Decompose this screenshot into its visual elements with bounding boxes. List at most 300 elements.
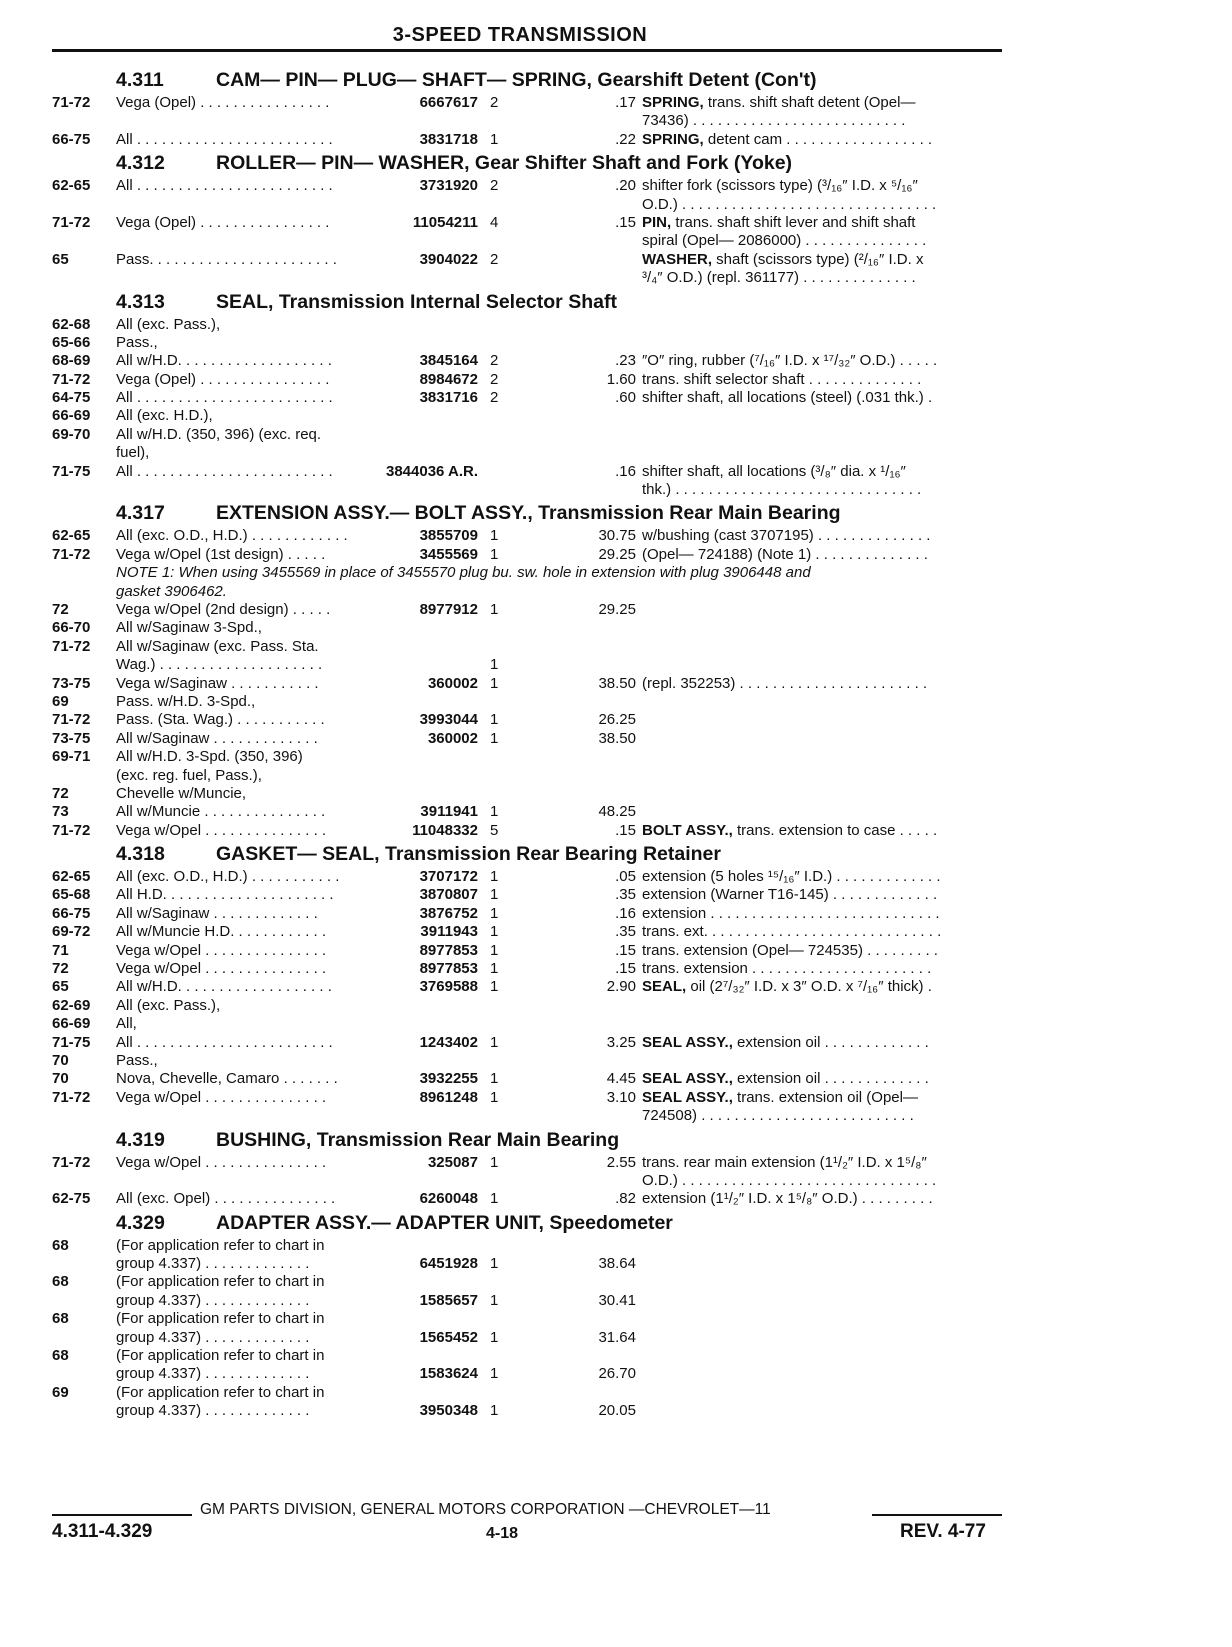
price-cell: 26.70	[598, 1365, 636, 1383]
table-row	[52, 601, 1012, 619]
year-cell: 65	[52, 250, 69, 268]
year-cell: 73-75	[52, 729, 91, 747]
price-cell: .20	[615, 177, 636, 195]
table-row	[52, 481, 1012, 499]
table-row	[52, 1237, 1012, 1255]
description-text: trans. rear main extension (1¹/₂″ I.D. x 1⁵/₈″	[642, 1153, 927, 1171]
part-number-cell: 360002	[427, 729, 478, 747]
group-title: SEAL, Transmission Internal Selector Shaft	[216, 290, 617, 313]
description-cell	[642, 214, 1012, 232]
part-number-cell: 3831716	[419, 389, 478, 407]
year-cell: 71-72	[52, 94, 91, 111]
table-row	[52, 352, 1012, 370]
description-cell	[642, 269, 1012, 287]
application-cell: All w/Saginaw . . . . . . . . . . . . .	[116, 729, 318, 747]
table-row	[52, 463, 1012, 481]
table-row	[52, 269, 1012, 287]
description-text: spiral (Opel— 2086000) . . . . . . . . . . . . . . .	[642, 232, 927, 250]
application-cell: group 4.337) . . . . . . . . . . . . .	[116, 1255, 310, 1273]
year-cell: 68	[52, 1310, 69, 1328]
application-cell: fuel),	[116, 444, 150, 462]
group-title: CAM— PIN— PLUG— SHAFT— SPRING, Gearshift Detent (Con't)	[216, 69, 817, 91]
year-cell: 71-72	[52, 213, 91, 231]
description-cell	[642, 251, 1012, 269]
price-cell: .16	[615, 462, 636, 480]
quantity-cell: 5	[490, 821, 499, 839]
table-row	[52, 1402, 1012, 1420]
year-cell: 69	[52, 692, 69, 710]
year-cell: 69-72	[52, 923, 91, 941]
table-row	[52, 730, 1012, 748]
application-cell: Vega w/Opel . . . . . . . . . . . . . . .	[116, 821, 327, 839]
description-text: w/bushing (cast 3707195) . . . . . . . . . . . . . .	[642, 527, 931, 545]
description-text: (repl. 352253) . . . . . . . . . . . . . . . . . . . . . . .	[642, 674, 928, 692]
application-cell: All . . . . . . . . . . . . . . . . . . . . . . . .	[116, 177, 333, 195]
application-cell: Vega (Opel) . . . . . . . . . . . . . . . .	[116, 370, 330, 388]
table-row	[52, 251, 1012, 269]
year-cell: 62-69	[52, 996, 91, 1014]
application-cell: Vega w/Opel . . . . . . . . . . . . . . .	[116, 1088, 327, 1106]
table-row	[52, 232, 1012, 250]
price-cell: 20.05	[598, 1402, 636, 1420]
application-cell: All (exc. O.D., H.D.) . . . . . . . . . . .	[116, 868, 340, 886]
group-heading	[52, 66, 1012, 94]
application-cell: All w/Saginaw (exc. Pass. Sta.	[116, 637, 319, 655]
quantity-cell: 1	[490, 1402, 499, 1420]
description-text: shifter shaft, all locations (steel) (.031 thk.) .	[642, 389, 933, 407]
application-cell: (For application refer to chart in	[116, 1383, 325, 1401]
application-cell: Vega w/Opel . . . . . . . . . . . . . . .	[116, 1153, 327, 1171]
year-cell: 65	[52, 978, 69, 996]
table-row	[52, 1034, 1012, 1052]
description-bold: SEAL ASSY.,	[642, 1088, 733, 1106]
table-row	[52, 942, 1012, 960]
quantity-cell: 2	[490, 389, 499, 407]
table-row	[52, 1292, 1012, 1310]
table-row	[52, 1384, 1012, 1402]
table-row	[52, 1329, 1012, 1347]
application-cell: (For application refer to chart in	[116, 1347, 325, 1365]
note-row	[52, 583, 1012, 601]
quantity-cell: 1	[490, 886, 499, 904]
table-row	[52, 407, 1012, 425]
quantity-cell: 2	[490, 177, 499, 195]
description-text: shaft (scissors type) (²/₁₆″ I.D. x	[712, 250, 924, 268]
description-text: ″O″ ring, rubber (⁷/₁₆″ I.D. x ¹⁷/₃₂″ O.D.) . . . . .	[642, 352, 938, 370]
year-cell: 66-75	[52, 904, 91, 922]
table-row	[52, 748, 1012, 766]
description-cell	[642, 546, 1012, 564]
part-number-cell: 3455569	[419, 545, 478, 563]
quantity-cell: 1	[490, 1153, 499, 1171]
application-cell: All . . . . . . . . . . . . . . . . . . . . . . . .	[116, 1033, 333, 1051]
application-cell: All w/H.D. 3-Spd. (350, 396)	[116, 748, 303, 766]
description-text: ³/₄″ O.D.) (repl. 361177) . . . . . . . . . . . . . .	[642, 269, 916, 287]
year-cell: 71-72	[52, 1153, 91, 1171]
table-row	[52, 785, 1012, 803]
table-row	[52, 1070, 1012, 1088]
price-cell: 38.50	[598, 674, 636, 692]
description-cell	[642, 527, 1012, 545]
application-cell: All . . . . . . . . . . . . . . . . . . . . . . . .	[116, 389, 333, 407]
year-cell: 66-70	[52, 619, 91, 637]
description-text: trans. extension . . . . . . . . . . . . . . . . . . . . . .	[642, 960, 932, 978]
application-cell: All (exc. Pass.),	[116, 996, 221, 1014]
description-text: extension (Warner T16-145) . . . . . . . . . . . . .	[642, 886, 938, 904]
part-number-cell: 8977853	[419, 960, 478, 978]
note-row	[52, 564, 1012, 582]
part-number-cell: 3845164	[419, 352, 478, 370]
part-number-cell: 11048332	[412, 821, 478, 839]
application-cell: Chevelle w/Muncie,	[116, 784, 247, 802]
year-cell: 71	[52, 941, 69, 959]
table-row	[52, 444, 1012, 462]
application-cell: Wag.) . . . . . . . . . . . . . . . . . . . .	[116, 656, 323, 674]
price-cell: .23	[615, 352, 636, 370]
group-number: 4.318	[116, 843, 165, 866]
description-cell	[642, 112, 1012, 130]
quantity-cell: 1	[490, 545, 499, 563]
table-row	[52, 1190, 1012, 1208]
part-number-cell: 3855709	[419, 527, 478, 545]
part-number-cell: 3904022	[419, 250, 478, 268]
year-cell: 65-68	[52, 886, 91, 904]
description-cell	[642, 886, 1012, 904]
part-number-cell: 3769588	[419, 978, 478, 996]
quantity-cell: 1	[490, 130, 499, 148]
description-text: trans. extension oil (Opel—	[732, 1088, 918, 1106]
price-cell: .15	[615, 821, 636, 839]
table-row	[52, 675, 1012, 693]
table-row	[52, 214, 1012, 232]
description-cell	[642, 232, 1012, 250]
application-cell: (For application refer to chart in	[116, 1236, 325, 1254]
price-cell: 1.60	[606, 370, 636, 388]
table-row	[52, 868, 1012, 886]
description-text: trans. ext. . . . . . . . . . . . . . . . . . . . . . . . . . . . .	[642, 923, 942, 941]
part-number-cell: 1243402	[419, 1033, 478, 1051]
year-cell: 70	[52, 1070, 69, 1088]
price-cell: 29.25	[598, 545, 636, 563]
description-cell	[642, 1089, 1012, 1107]
application-cell: (exc. reg. fuel, Pass.),	[116, 766, 262, 784]
table-row	[52, 905, 1012, 923]
table-row	[52, 1089, 1012, 1107]
description-text: O.D.) . . . . . . . . . . . . . . . . . . . . . . . . . . . . . . .	[642, 1171, 937, 1189]
description-cell	[642, 131, 1012, 149]
description-text: extension oil . . . . . . . . . . . . .	[732, 1033, 929, 1051]
application-cell: group 4.337) . . . . . . . . . . . . .	[116, 1402, 310, 1420]
year-cell: 71-72	[52, 821, 91, 839]
year-cell: 68	[52, 1347, 69, 1365]
table-row	[52, 619, 1012, 637]
description-cell	[642, 868, 1012, 886]
description-text: extension oil . . . . . . . . . . . . .	[732, 1070, 929, 1088]
footer-rule-left	[52, 1514, 192, 1516]
price-cell: 29.25	[598, 600, 636, 618]
footer-group-range: 4.311-4.329	[52, 1521, 153, 1542]
description-text: extension (5 holes ¹⁵/₁₆″ I.D.) . . . . . . . . . . . . .	[642, 868, 941, 886]
year-cell: 71-72	[52, 711, 91, 729]
table-row	[52, 997, 1012, 1015]
part-number-cell: 3870807	[419, 886, 478, 904]
application-cell: All (exc. O.D., H.D.) . . . . . . . . . . . .	[116, 527, 348, 545]
table-row	[52, 371, 1012, 389]
year-cell: 68	[52, 1273, 69, 1291]
table-row	[52, 1347, 1012, 1365]
quantity-cell: 1	[490, 656, 499, 674]
description-bold: SPRING,	[642, 130, 704, 148]
table-row	[52, 316, 1012, 334]
quantity-cell: 2	[490, 370, 499, 388]
parts-listing	[52, 66, 1012, 1421]
description-cell	[642, 1070, 1012, 1088]
description-cell	[642, 1172, 1012, 1190]
year-cell: 72	[52, 600, 69, 618]
description-cell	[642, 1107, 1012, 1125]
price-cell: 31.64	[598, 1328, 636, 1346]
quantity-cell: 1	[490, 1255, 499, 1273]
description-text: trans. shift shaft detent (Opel—	[703, 94, 916, 111]
price-cell: .15	[615, 213, 636, 231]
quantity-cell: 1	[490, 803, 499, 821]
application-cell: Pass.,	[116, 333, 158, 351]
year-cell: 69	[52, 1383, 69, 1401]
application-cell: group 4.337) . . . . . . . . . . . . .	[116, 1328, 310, 1346]
application-cell: Pass. . . . . . . . . . . . . . . . . . . . . . .	[116, 250, 337, 268]
quantity-cell: 1	[490, 904, 499, 922]
description-cell	[642, 1190, 1012, 1208]
part-number-cell: 1565452	[419, 1328, 478, 1346]
table-row	[52, 1154, 1012, 1172]
table-row	[52, 546, 1012, 564]
group-title: BUSHING, Transmission Rear Main Bearing	[216, 1128, 620, 1151]
table-row	[52, 693, 1012, 711]
description-cell	[642, 352, 1012, 370]
quantity-cell: 1	[490, 941, 499, 959]
application-cell: All w/Muncie H.D. . . . . . . . . . . .	[116, 923, 327, 941]
description-cell	[642, 177, 1012, 195]
part-number-cell: 3831718	[419, 130, 478, 148]
application-cell: Vega w/Opel . . . . . . . . . . . . . . .	[116, 941, 327, 959]
part-number-cell: 8984672	[419, 370, 478, 388]
application-cell: All w/H.D. (350, 396) (exc. req.	[116, 425, 322, 443]
description-text: trans. shaft shift lever and shift shaft	[671, 213, 916, 231]
group-number: 4.317	[116, 502, 165, 525]
price-cell: 30.75	[598, 527, 636, 545]
description-text: 73436) . . . . . . . . . . . . . . . . . . . . . . . . . .	[642, 112, 906, 130]
price-cell: .16	[615, 904, 636, 922]
price-cell: 48.25	[598, 803, 636, 821]
description-cell	[642, 675, 1012, 693]
part-number-cell: 6451928	[419, 1255, 478, 1273]
group-heading	[52, 149, 1012, 177]
description-text: extension (1¹/₂″ I.D. x 1⁵/₈″ O.D.) . . . . . . . . .	[642, 1190, 933, 1208]
quantity-cell: 1	[490, 527, 499, 545]
part-number-cell: 1585657	[419, 1291, 478, 1309]
application-cell: (For application refer to chart in	[116, 1310, 325, 1328]
table-row	[52, 527, 1012, 545]
description-text: trans. extension to case . . . . .	[732, 821, 938, 839]
description-bold: WASHER,	[642, 250, 713, 268]
application-cell: All w/H.D. . . . . . . . . . . . . . . . . . .	[116, 352, 332, 370]
group-title: ROLLER— PIN— WASHER, Gear Shifter Shaft and Fork (Yoke)	[216, 152, 793, 175]
price-cell: .17	[615, 94, 636, 111]
year-cell: 73-75	[52, 674, 91, 692]
quantity-cell: 1	[490, 1070, 499, 1088]
part-number-cell: 3844036 A.R.	[386, 462, 479, 480]
description-cell	[642, 481, 1012, 499]
quantity-cell: 1	[490, 711, 499, 729]
quantity-cell: 4	[490, 213, 499, 231]
year-cell: 71-72	[52, 370, 91, 388]
quantity-cell: 1	[490, 978, 499, 996]
table-row	[52, 177, 1012, 195]
description-bold: SEAL,	[642, 978, 687, 996]
footer-revision: REV. 4-77	[900, 1521, 986, 1542]
year-cell: 69-70	[52, 425, 91, 443]
price-cell: .22	[615, 130, 636, 148]
application-cell: group 4.337) . . . . . . . . . . . . .	[116, 1365, 310, 1383]
price-cell: .82	[615, 1190, 636, 1208]
description-cell	[642, 942, 1012, 960]
part-number-cell: 3932255	[419, 1070, 478, 1088]
year-cell: 71-75	[52, 1033, 91, 1051]
price-cell: 2.55	[606, 1153, 636, 1171]
price-cell: 38.64	[598, 1255, 636, 1273]
description-cell	[642, 822, 1012, 840]
quantity-cell: 1	[490, 1088, 499, 1106]
application-cell: Vega w/Saginaw . . . . . . . . . . .	[116, 674, 319, 692]
year-cell: 66-69	[52, 407, 91, 425]
year-cell: 69-71	[52, 748, 91, 766]
price-cell: 2.90	[606, 978, 636, 996]
year-cell: 71-75	[52, 462, 91, 480]
application-cell: Vega w/Opel (2nd design) . . . . .	[116, 600, 331, 618]
application-cell: Nova, Chevelle, Camaro . . . . . . .	[116, 1070, 338, 1088]
table-row	[52, 923, 1012, 941]
description-text: shifter fork (scissors type) (³/₁₆″ I.D. x ⁵/₁₆″	[642, 177, 918, 195]
year-cell: 73	[52, 803, 69, 821]
description-bold: SEAL ASSY.,	[642, 1070, 733, 1088]
description-cell	[642, 1034, 1012, 1052]
application-cell: All H.D. . . . . . . . . . . . . . . . . . . . .	[116, 886, 334, 904]
description-cell	[642, 463, 1012, 481]
year-cell: 66-75	[52, 130, 91, 148]
footer-page-number: 4-18	[486, 1525, 519, 1542]
quantity-cell: 1	[490, 1365, 499, 1383]
part-number-cell: 6260048	[419, 1190, 478, 1208]
year-cell: 72	[52, 784, 69, 802]
note-text: gasket 3906462.	[116, 582, 227, 600]
part-number-cell: 325087	[427, 1153, 478, 1171]
quantity-cell: 1	[490, 923, 499, 941]
table-row	[52, 822, 1012, 840]
price-cell: .35	[615, 923, 636, 941]
footer-publisher: GM PARTS DIVISION, GENERAL MOTORS CORPORATION —CHEVROLET—11	[200, 1501, 771, 1518]
group-heading	[52, 288, 1012, 316]
description-bold: PIN,	[642, 213, 672, 231]
part-number-cell: 8977912	[419, 600, 478, 618]
description-text: shifter shaft, all locations (³/₈″ dia. x ¹/₁₆″	[642, 462, 906, 480]
quantity-cell: 2	[490, 250, 499, 268]
year-cell: 70	[52, 1051, 69, 1069]
price-cell: 30.41	[598, 1291, 636, 1309]
description-bold: SEAL ASSY.,	[642, 1033, 733, 1051]
price-cell: 38.50	[598, 729, 636, 747]
quantity-cell: 1	[490, 1033, 499, 1051]
group-number: 4.312	[116, 152, 165, 175]
description-cell	[642, 1154, 1012, 1172]
year-cell: 66-69	[52, 1015, 91, 1033]
page-title: 3-SPEED TRANSMISSION	[392, 24, 648, 46]
table-row	[52, 1052, 1012, 1070]
table-row	[52, 196, 1012, 214]
part-number-cell: 3911943	[420, 923, 478, 941]
top-rule	[52, 49, 1002, 52]
description-text: trans. extension (Opel— 724535) . . . . . . . . .	[642, 941, 938, 959]
table-row	[52, 112, 1012, 130]
application-cell: All . . . . . . . . . . . . . . . . . . . . . . . .	[116, 130, 333, 148]
table-row	[52, 131, 1012, 149]
group-number: 4.311	[116, 69, 164, 91]
quantity-cell: 1	[490, 729, 499, 747]
table-row	[52, 767, 1012, 785]
table-row	[52, 1172, 1012, 1190]
quantity-cell: 1	[490, 1328, 499, 1346]
application-cell: Vega (Opel) . . . . . . . . . . . . . . . .	[116, 94, 330, 111]
description-text: 724508) . . . . . . . . . . . . . . . . . . . . . . . . . .	[642, 1107, 914, 1125]
application-cell: Pass. (Sta. Wag.) . . . . . . . . . . .	[116, 711, 325, 729]
part-number-cell: 3911941	[420, 803, 478, 821]
table-row	[52, 1310, 1012, 1328]
quantity-cell: 1	[490, 1190, 499, 1208]
description-cell	[642, 371, 1012, 389]
table-row	[52, 886, 1012, 904]
table-row	[52, 1273, 1012, 1291]
description-text: detent cam . . . . . . . . . . . . . . . . . .	[703, 130, 933, 148]
year-cell: 62-75	[52, 1190, 91, 1208]
table-row	[52, 656, 1012, 674]
quantity-cell: 1	[490, 674, 499, 692]
year-cell: 72	[52, 960, 69, 978]
table-row	[52, 389, 1012, 407]
price-cell: 26.25	[598, 711, 636, 729]
group-heading	[52, 1209, 1012, 1237]
price-cell: 4.45	[606, 1070, 636, 1088]
year-cell: 62-65	[52, 527, 91, 545]
year-cell: 62-65	[52, 177, 91, 195]
table-row	[52, 638, 1012, 656]
part-number-cell: 3876752	[419, 904, 478, 922]
group-title: ADAPTER ASSY.— ADAPTER UNIT, Speedometer	[216, 1211, 673, 1234]
application-cell: Vega w/Opel (1st design) . . . . .	[116, 545, 326, 563]
year-cell: 68-69	[52, 352, 91, 370]
application-cell: All . . . . . . . . . . . . . . . . . . . . . . . .	[116, 462, 333, 480]
description-bold: BOLT ASSY.,	[642, 821, 733, 839]
price-cell: .15	[615, 941, 636, 959]
description-bold: SPRING,	[642, 94, 704, 111]
description-cell	[642, 94, 1012, 112]
quantity-cell: 1	[490, 960, 499, 978]
application-cell: All w/Saginaw 3-Spd.,	[116, 619, 262, 637]
part-number-cell: 8961248	[419, 1088, 478, 1106]
table-row	[52, 803, 1012, 821]
application-cell: All w/Saginaw . . . . . . . . . . . . .	[116, 904, 318, 922]
part-number-cell: 3731920	[419, 177, 478, 195]
year-cell: 71-72	[52, 1088, 91, 1106]
part-number-cell: 360002	[427, 674, 478, 692]
